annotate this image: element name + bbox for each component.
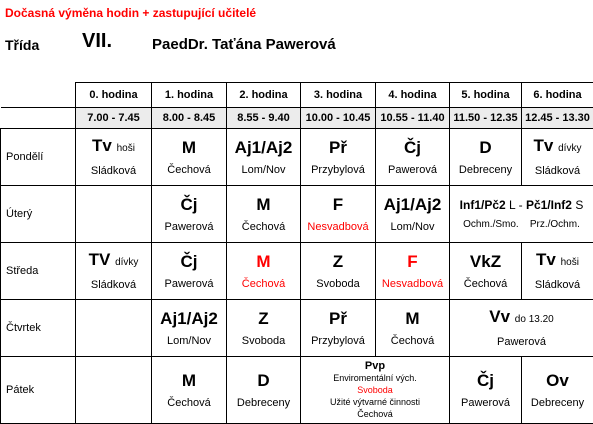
lesson-subject: Pvp [301,360,449,372]
lesson-teacher: Svoboda [301,278,375,291]
lesson-teacher-substitute: Nesvadbová [301,221,375,234]
lesson-teacher-substitute: Nesvadbová [376,278,449,291]
lesson-teacher: Čechová [450,278,521,291]
lesson-subject: Aj1/Aj2 [227,138,300,158]
lesson-subject: Pč1/Inf2 [526,198,572,212]
lesson-cell [301,243,376,300]
lesson-teacher: Čechová [301,408,449,420]
period-name-4: 4. hodina [376,83,450,108]
lesson-teacher: Lom/Nov [227,164,300,177]
lesson-cell-empty [76,300,152,357]
period-time-1: 8.00 - 8.45 [152,108,227,129]
lesson-teacher-substitute: Čechová [227,278,300,291]
lesson-teacher: Sládková [522,279,593,292]
lesson-cell-merged [301,357,450,424]
lesson-teacher: Sládková [76,279,151,292]
period-time-row [1,108,593,129]
lesson-subject: M [152,371,226,391]
lesson-note: dívky [115,257,138,268]
period-name-0: 0. hodina [76,83,152,108]
lesson-cell [522,243,593,300]
lesson-note: hoši [117,143,135,154]
lesson-cell [227,243,301,300]
lesson-cell [152,243,227,300]
lesson-teacher: Lom/Nov [376,221,449,234]
lesson-subject-substitute: F [376,252,449,272]
lesson-teacher: Debreceny [450,164,521,177]
lesson-subject: Z [301,252,375,272]
period-name-5: 5. hodina [450,83,522,108]
lesson-subject: Čj [152,195,226,215]
day-row-tuesday [1,186,593,243]
lesson-teacher: Lom/Nov [152,335,226,348]
lesson-subject: Tv [536,250,556,269]
lesson-teacher: Prz./Ochm. [530,219,580,230]
lesson-detail: Užité výtvarné činnosti [301,396,449,408]
corner-cell [1,83,76,108]
lesson-subject-substitute: M [227,252,300,272]
class-name: VII. [82,30,112,53]
lesson-teacher: Čechová [152,164,226,177]
lesson-cell [152,300,227,357]
lesson-subject: D [450,138,521,158]
period-time-6: 12.45 - 13.30 [522,108,593,129]
period-header-row [1,83,593,108]
day-label-thursday: Čtvrtek [1,300,76,357]
lesson-cell [376,186,450,243]
lesson-teacher: Ochm./Smo. [463,219,519,230]
lesson-cell [376,129,450,186]
day-label-tuesday: Úterý [1,186,76,243]
lesson-suffix: S [575,198,583,212]
lesson-teacher: Čechová [152,397,226,410]
lesson-teacher: Čechová [227,221,300,234]
lesson-cell [301,300,376,357]
lesson-teacher: Pawerová [450,397,521,410]
lesson-teacher: Sládková [522,165,593,178]
lesson-cell-merged [450,300,593,357]
lesson-cell [227,186,301,243]
lesson-cell [450,357,522,424]
lesson-teacher: Sládková [76,165,151,178]
lesson-cell [450,129,522,186]
lesson-subject: VkZ [450,252,521,272]
lesson-note: hoši [561,257,579,268]
lesson-teacher: Pawerová [376,164,449,177]
lesson-subject: Aj1/Aj2 [376,195,449,215]
lesson-cell [376,300,450,357]
day-row-friday [1,357,593,424]
lesson-cell [76,129,152,186]
lesson-subject: Př [301,138,375,158]
lesson-subject: Čj [450,371,521,391]
lesson-cell-merged [450,186,593,243]
period-name-1: 1. hodina [152,83,227,108]
lesson-cell [152,357,227,424]
period-name-3: 3. hodina [301,83,376,108]
lesson-separator: L - [509,198,523,212]
lesson-teacher: Pawerová [450,336,593,349]
lesson-teacher: Svoboda [227,335,300,348]
lesson-subject: Vv [489,307,510,326]
lesson-subject: Př [301,309,375,329]
lesson-subject: TV [89,250,111,269]
lesson-subject: M [227,195,300,215]
lesson-note: do 13.20 [515,314,554,325]
lesson-subject: Ov [522,371,593,391]
period-time-4: 10.55 - 11.40 [376,108,450,129]
lesson-teacher: Pawerová [152,221,226,234]
lesson-cell [301,186,376,243]
timetable [0,82,593,424]
day-row-wednesday [1,243,593,300]
day-row-thursday [1,300,593,357]
lesson-cell [76,243,152,300]
day-row-monday [1,129,593,186]
lesson-teacher: Debreceny [522,397,593,410]
day-label-wednesday: Středa [1,243,76,300]
lesson-subject: M [152,138,226,158]
lesson-subject: Aj1/Aj2 [152,309,226,329]
lesson-cell [227,129,301,186]
lesson-note: dívky [558,143,581,154]
lesson-cell-empty [76,357,152,424]
day-label-friday: Pátek [1,357,76,424]
lesson-teacher: Čechová [376,335,449,348]
period-name-2: 2. hodina [227,83,301,108]
page-title: Dočasná výměna hodin + zastupující učitelé [5,6,256,20]
lesson-cell [227,357,301,424]
lesson-cell [376,243,450,300]
lesson-subject: Tv [92,136,112,155]
lesson-subject: Tv [534,136,554,155]
corner-cell [1,108,76,129]
period-time-5: 11.50 - 12.35 [450,108,522,129]
class-label: Třída [5,37,39,53]
period-time-2: 8.55 - 9.40 [227,108,301,129]
lesson-subject: M [376,309,449,329]
lesson-cell [227,300,301,357]
period-time-3: 10.00 - 10.45 [301,108,376,129]
lesson-subject: F [301,195,375,215]
class-teacher-name: PaedDr. Taťána Pawerová [152,36,336,53]
lesson-cell [522,129,593,186]
lesson-subject: D [227,371,300,391]
lesson-teacher: Debreceny [227,397,300,410]
lesson-cell-empty [76,186,152,243]
lesson-subject: Z [227,309,300,329]
lesson-cell [450,243,522,300]
lesson-teacher: Przybylová [301,164,375,177]
lesson-cell [522,357,593,424]
lesson-teacher-substitute: Svoboda [301,384,449,396]
lesson-subject: Čj [376,138,449,158]
lesson-subject: Inf1/Pč2 [460,198,506,212]
lesson-cell [152,129,227,186]
lesson-teacher: Przybylová [301,335,375,348]
lesson-subject: Čj [152,252,226,272]
period-name-6: 6. hodina [522,83,593,108]
lesson-cell [152,186,227,243]
lesson-detail: Enviromentální vých. [301,372,449,384]
lesson-cell [301,129,376,186]
lesson-teacher: Pawerová [152,278,226,291]
period-time-0: 7.00 - 7.45 [76,108,152,129]
day-label-monday: Pondělí [1,129,76,186]
